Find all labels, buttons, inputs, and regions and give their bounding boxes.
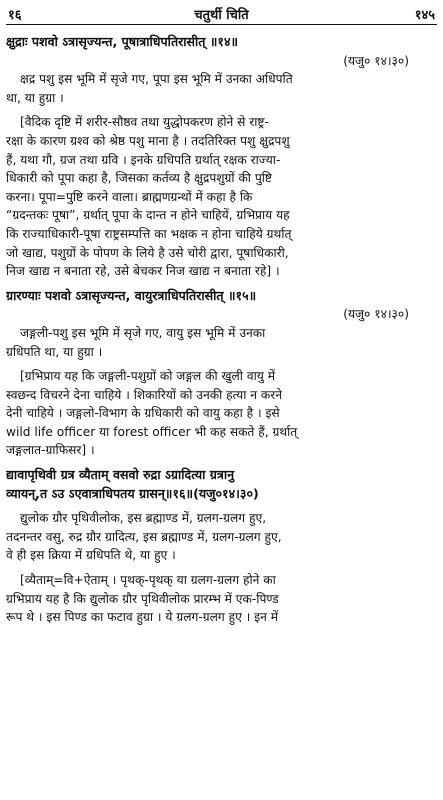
page-header (6, 4, 437, 25)
text-line: निज खाद्य न बनाता रहे, उसे बेचकर निज खाद्य न बनाता रहे] । (6, 264, 280, 279)
text-line: जङ्गली-पशु इस भूमि में सृजे गए, वायु इस भूमि में उनका (20, 325, 266, 340)
commentary-paragraph (6, 571, 437, 627)
text-line: “ग्रदन्तकः पूषा”, ग्रर्थात् पूपा के दान्त न होने चाहियें, ग्रभिप्राय यह (6, 208, 290, 223)
right-page-number: १४५ (414, 8, 435, 23)
text-line: जो खाद्य, पशुग्रों के पोपण के लिये है उसे चोरी द्वारा, पूषाधिकारी, (6, 245, 289, 260)
text-line: ग्रभिप्राय यह है कि द्युलोक ग्रौर पृथिवीलोक प्रारम्भ में एक-पिण्ड (6, 591, 279, 606)
page-body (6, 25, 437, 627)
text-line: [ग्रभिप्राय यह कि जङ्गली-पशुग्रों को जङ्गल की खुली वायु में (20, 369, 275, 384)
text-line: तदनन्तर वसु, रुद्र ग्रौर ग्रादित्य, इस ब्रह्माण्ड में, ग्रलग-ग्रलग हुए, (6, 529, 282, 544)
commentary-paragraph (6, 367, 437, 460)
text-line: कि राज्याधिकारी-पूषा राष्ट्रसम्पत्ति का भक्षक न होना चाहिये ग्रर्थात् (6, 226, 292, 241)
verse-14 (6, 33, 437, 52)
verse-line: ग्रारण्याः पशवो ऽत्रासृज्यन्त, वायुरत्राधिपतिरासीत् ॥१५॥ (6, 287, 257, 303)
left-page-number: १६ (8, 8, 22, 23)
text-line: द्युलोक ग्रौर पृथिवीलोक, इस ब्रह्माण्ड में, ग्रलग-ग्रलग हुए, (20, 511, 267, 526)
text-line: रक्षा के कारण ग्रश्व को श्रेष्ठ पशु माना है । तदतिरिक्त पशु क्षुद्रपशु (6, 133, 290, 148)
text-line: वे ही इस क्रिया में ग्रधिपति थे, या हुए । (6, 548, 176, 563)
text-line: जङ्गलात-ग्राफिसर] । (6, 443, 95, 458)
text-line: करना। पूपा=पुष्टि करने वाला। ब्राह्मणग्रन्थों में कहा है कि (6, 189, 253, 204)
running-title: चतुर्थी चिति (194, 8, 249, 23)
verse-15 (6, 287, 437, 306)
verse-line: व्यायन्,त ऽउ ऽएवात्राधिपतय ग्रासन्॥१६॥(यजु०१४।३०) (6, 485, 259, 501)
commentary-paragraph (6, 113, 437, 280)
text-line: ग्रधिपति था, या हुग्रा । (6, 344, 103, 359)
verse-16 (6, 466, 437, 503)
verse-line: द्यावापृथिवी ग्रत्र व्यैताम् वसवो रुद्रा ऽग्रादित्या ग्रत्रानु (6, 467, 235, 483)
text-line: था, या हुग्रा । (6, 90, 64, 105)
text-line: हैं, यथा गौ, ग्रज तथा ग्रवि । इनके ग्रधिपति ग्रर्थात् रक्षक राज्या- (6, 152, 281, 167)
translation-paragraph (6, 324, 437, 361)
verse-line: क्षुद्राः पशवो ऽत्रासृज्यन्त, पूषात्राधिपतिरासीत् ॥१४॥ (6, 34, 239, 49)
translation-paragraph (6, 509, 437, 565)
text-line: धिकारी को पूपा कहा है, जिसका कर्तव्य है क्षुद्रपशुग्रों की पुष्टि (6, 171, 273, 186)
text-line: क्षद्र पशु इस भूमि में सृजे गए, पूपा इस भूमि में उनका अधिपति (20, 72, 293, 87)
text-line: रूप थे । इस पिण्ड का फटाव हुग्रा । ये ग्रलग-ग्रलग हुए । इन में (6, 610, 279, 625)
text-line: wild life officer या forest officer भी कह सकते हैं, ग्रर्थात् (6, 424, 298, 439)
text-line: [व्यैताम्=वि+ऐताम् । पृथक्-पृथक् या ग्रलग-ग्रलग होने का (20, 573, 276, 588)
translation-paragraph (6, 70, 437, 107)
verse-reference (6, 52, 437, 71)
text-line: स्वछन्द विचरने देना चाहिये । शिकारियों को उनकी हत्या न करने (6, 387, 282, 402)
verse-reference (6, 305, 437, 324)
text-line: [वैदिक दृष्टि में शरीर-सौष्ठव तथा युद्धोपकरण होने से राष्ट्र- (20, 115, 269, 130)
reference-line: (यजु० १४।३०) (343, 307, 409, 322)
text-line: देनी चाहिये । जङ्गलो-विभाग के ग्रधिकारी को वायु कहा है । इसे (6, 406, 280, 421)
reference-line: (यजु० १४।३०) (343, 53, 409, 68)
